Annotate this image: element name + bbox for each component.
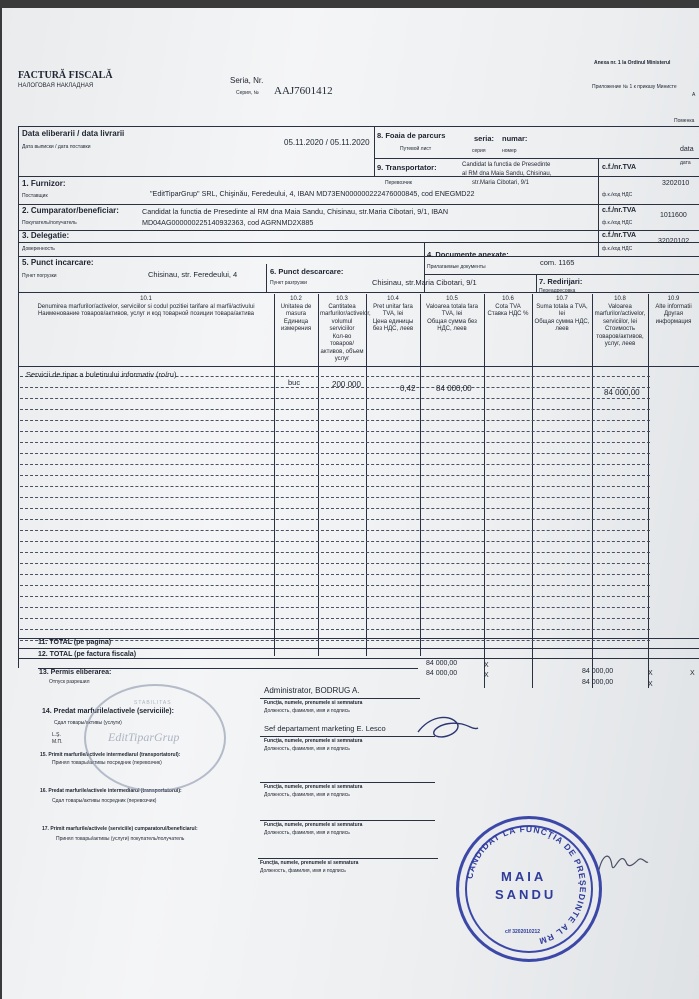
table-row-line [20, 585, 650, 586]
supplier-label-ru: Поставщик [22, 193, 48, 199]
delegate-fiscal-label: c.f./nr.TVA [602, 232, 637, 239]
table-row-line [20, 497, 650, 498]
attached-docs-value: com. 1165 [540, 258, 575, 267]
delivery-date-label-ru: Дата выписки / дата поставки [22, 144, 91, 150]
item-price: 0,42 [400, 384, 416, 393]
table-row-line [20, 464, 650, 465]
row17-label: 17. Primit marfurile/activele (serviciile) cumparatorul/beneficiarul: [42, 826, 198, 832]
supplier-label: 1. Furnizor: [22, 179, 66, 188]
delegate-fiscal-value: 32020102 [658, 238, 690, 245]
corner-note: Поменка [674, 118, 695, 124]
series-label: Seria, Nr. [230, 76, 264, 85]
column-title-ru: Общая сумма без НДС, леев [427, 318, 477, 332]
table-row-line [20, 475, 650, 476]
delivery-date: 05.11.2020 / 05.11.2020 [284, 138, 370, 147]
table-row-line [20, 486, 650, 487]
column-title: Cantitatea marfurilor/activelor, volumul serviciilor [320, 303, 371, 332]
sig-caption-ru-13: Должность, фамилия, имя и подпись [264, 708, 350, 714]
delegate-label: 3. Delegatie: [22, 231, 70, 240]
release-label-ru: Отпуск разрешил [49, 679, 90, 685]
column-title-ru: Цена единицы без НДС, леев [372, 318, 414, 332]
supplier-fiscal-value: 3202010 [662, 180, 690, 187]
transporter-label: 9. Transportator: [377, 163, 437, 172]
column-number: 10.6 [502, 296, 514, 302]
total-invoice-x: X [484, 672, 489, 679]
column-header-10-9 [650, 296, 697, 364]
invoice-title-ru: НАЛОГОВАЯ НАКЛАДНАЯ [18, 83, 94, 89]
column-title-ru: Ставка НДС % [487, 311, 529, 317]
delegate-label-ru: Доверенность [22, 246, 55, 252]
table-row-line [20, 530, 650, 531]
table-row-line [20, 431, 650, 432]
column-number: 10.3 [336, 296, 348, 302]
waybill-number-ru: номер [502, 148, 517, 154]
sig-caption-ru-16: Должность, фамилия, имя и подпись [264, 830, 350, 836]
supplier-stamp-sub: STABILITAS [134, 700, 172, 706]
column-number: 10.2 [290, 296, 302, 302]
series-label-ru: Серия, № [236, 90, 259, 96]
attached-docs-label-ru: Прилагаемые документы [427, 264, 486, 270]
buyer-signature [592, 844, 652, 880]
transporter-label-ru: Перевозчик [385, 180, 412, 186]
buyer-stamp-code: c/f 3202010212 [505, 929, 541, 935]
release-label: 13. Permis eliberarea: [39, 669, 112, 676]
supplier-value: "EditTiparGrup" SRL, Chişinău, Feredeului, 4, IBAN MD73EN000000222476000845, cod ENEGMD22 [150, 189, 475, 198]
column-header-10-3 [320, 296, 371, 364]
sig-caption-ru-17: Должность, фамилия, имя и подпись [260, 868, 346, 874]
column-title-ru: Наименование товаров/активов, услуг и код товарной позиции товара/актива [37, 311, 255, 317]
supplier-stamp [84, 684, 226, 792]
total-page-value: 84 000,00 [582, 668, 614, 675]
waybill-number: numar: [502, 134, 528, 143]
table-row-line [20, 541, 650, 542]
row15-label: 15. Primit marfurile/activele intermediarul (transportatorul): [40, 752, 181, 758]
unloading-value: Chisinau, str.Maria Cibotari, 9/1 [372, 278, 477, 287]
table-total-line [18, 638, 699, 639]
table-row-line [20, 607, 650, 608]
table-row-line [20, 640, 650, 641]
attached-docs-label: 4. Documente anexate: [427, 250, 509, 259]
waybill-series: seria: [474, 134, 495, 143]
buyer-value-line2: MD04AG000000225140932363, cod AGRNMD2X885 [142, 218, 314, 227]
row16-label: 16. Predat marfurile/activele intermediarul (transportatorul): [40, 788, 182, 794]
column-title: Valoarea totala fara TVA, lei [426, 303, 478, 317]
column-title-ru: Кол-во товаров/активов, объем услуг [320, 333, 364, 362]
item-quantity: 200 000 [332, 380, 361, 389]
transporter-line1: Candidat la functia de Presedinte [462, 162, 551, 168]
table-row-line [20, 563, 650, 564]
table-row-line [20, 618, 650, 619]
row16-label-ru: Сдал товары/активы посредник (перевозчик) [52, 798, 157, 804]
waybill-label: 8. Foaia de parcurs [377, 131, 446, 140]
column-header-10-6 [486, 296, 530, 364]
item-value-total: 84 000,00 [604, 388, 640, 397]
column-header-10-1 [20, 296, 272, 364]
handover-label-ru: Сдал товары/активы (услуги) [54, 720, 122, 726]
column-header-10-4 [368, 296, 418, 364]
buyer-stamp-name2: SANDU [495, 887, 557, 902]
total-page-label: 11. TOTAL (pe pagina) [38, 639, 112, 646]
column-number: 10.4 [387, 296, 399, 302]
total-invoice-x2: X [648, 681, 653, 688]
row17-label-ru: Принял товары/активы (услуги) покупатель/получатель [56, 836, 185, 842]
table-row-line [20, 574, 650, 575]
handover-ls: L.Ş. [52, 732, 61, 738]
table-total-line [18, 658, 699, 659]
column-title-ru: Общая сумма НДС, леев [534, 318, 590, 332]
delegate-fiscal-label-ru: ф.к./код НДС [602, 246, 633, 252]
column-number: 10.1 [140, 296, 152, 302]
sig-caption-ru-15: Должность, фамилия, имя и подпись [264, 792, 350, 798]
total-page-x: X [484, 662, 489, 669]
redirect-label-ru: Переадресовка [539, 288, 576, 294]
waybill-date-label-ru: дата [680, 160, 691, 166]
column-number: 10.8 [614, 296, 626, 302]
sig-caption-15: Funcţia, numele, prenumele si semnatura [264, 784, 363, 790]
table-row-line [20, 442, 650, 443]
column-number: 10.5 [446, 296, 458, 302]
transporter-line3: str.Maria Cibotari, 9/1 [472, 180, 530, 186]
item-name: Servicii de tipar a buletinului informativ (ro/ru) [26, 370, 177, 379]
table-row-line [20, 409, 650, 410]
handover-signature [412, 710, 482, 746]
column-title: Cota TVA [495, 303, 521, 310]
loading-label-ru: Пункт погрузки [22, 273, 57, 279]
series-number: AAJ7601412 [274, 85, 333, 97]
total-page-x3: X [690, 670, 695, 677]
transporter-line2: al RM dna Maia Sandu, Chisinau, [462, 171, 552, 177]
column-header-10-7 [534, 296, 590, 364]
waybill-label-ru: Путевой лист [400, 146, 432, 152]
table-row-line [20, 596, 650, 597]
loading-value: Chisinau, str. Feredeului, 4 [148, 270, 238, 279]
column-title: Unitatea de masura [280, 303, 312, 317]
table-row-line [20, 519, 650, 520]
row15-label-ru: Принял товары/активы посредник (перевозчик) [52, 760, 162, 766]
buyer-fiscal-label-ru: ф.к./код НДС [602, 220, 633, 226]
handover-value: Sef departament marketing E. Lesco [264, 724, 386, 733]
total-page-x2: X [648, 670, 653, 677]
column-title: Alte informatii [655, 303, 692, 310]
sig-caption-17: Funcţia, numele, prenumele si semnatura [260, 860, 359, 866]
buyer-fiscal-value: 1011600 [660, 212, 687, 219]
table-row-line [20, 552, 650, 553]
annex-note-ru: Приложение № 1 к приказу Министе [592, 84, 677, 90]
column-title-ru: Единица измерения [280, 318, 312, 332]
handover-label: 14. Predat marfurile/activele (serviciile): [42, 708, 174, 715]
column-header-10-8 [594, 296, 646, 364]
column-title-ru: Стоимость товаров/активов, услуг, леев [596, 326, 644, 347]
buyer-stamp-name1: MAIA [501, 869, 547, 884]
annex-note: Anexa nr. 1 la Ordinul Ministerul [594, 60, 671, 66]
annex-letter: A [692, 92, 696, 98]
unloading-label: 6. Punct descarcare: [270, 267, 344, 276]
redirect-label: 7. Redirijari: [539, 277, 583, 286]
item-unit: buc [288, 378, 301, 387]
sig-caption-14: Funcţia, numele, prenumele si semnatura [264, 738, 363, 744]
total-invoice-label: 12. TOTAL (pe factura fiscala) [38, 651, 137, 658]
release-value: Administrator, BODRUG A. [264, 686, 360, 695]
column-number: 10.7 [556, 296, 568, 302]
invoice-title: FACTURĂ FISCALĂ [18, 70, 113, 81]
supplier-fiscal-label: c.f./nr.TVA [602, 164, 637, 171]
sig-caption-16: Funcţia, numele, prenumele si semnatura [264, 822, 363, 828]
loading-label: 5. Punct incarcare: [22, 258, 94, 267]
table-row-line [20, 398, 650, 399]
invoice-sheet [2, 8, 699, 999]
table-total-line [18, 648, 699, 649]
column-title: Suma totala a TVA, lei [536, 303, 588, 317]
column-header-10-5 [422, 296, 482, 364]
item-total-no-vat: 84 000,00 [436, 384, 472, 393]
svg-text:CANDIDAT LA FUNCŢIA DE PREŞEDI: CANDIDAT LA FUNCŢIA DE PREŞEDINTE AL RM [464, 823, 589, 947]
waybill-series-ru: серия [472, 148, 486, 154]
total-page-sum: 84 000,00 [426, 660, 458, 667]
handover-mp: М.П. [52, 739, 63, 745]
buyer-stamp [456, 816, 602, 962]
column-title: Denumirea marfurilor/activelor, serviciilor si codul pozitiei tarifare al marfii/activului [37, 303, 255, 310]
column-title: Pret unitar fara TVA, lei [373, 303, 413, 317]
buyer-fiscal-label: c.f./nr.TVA [602, 207, 637, 214]
sig-caption-ru-14: Должность, фамилия, имя и подпись [264, 746, 350, 752]
total-invoice-sum: 84 000,00 [426, 670, 458, 677]
supplier-stamp-text: EditTiparGrup [108, 730, 180, 744]
column-number: 10.9 [667, 296, 680, 302]
table-row-line [20, 453, 650, 454]
buyer-value-line1: Candidat la functia de Presedinte al RM dna Maia Sandu, Chisinau, str.Maria Cibotari, 9/1, IBAN [142, 207, 449, 216]
supplier-fiscal-label-ru: ф.к./код НДС [602, 192, 633, 198]
table-row-line [20, 508, 650, 509]
sig-caption-13: Funcţia, numele, prenumele si semnatura [264, 700, 363, 706]
total-invoice-value: 84 000,00 [582, 679, 614, 686]
column-title-ru: Другая информация [655, 311, 692, 325]
table-row-line [20, 629, 650, 630]
unloading-label-ru: Пункт разгрузки [270, 280, 307, 286]
delivery-date-label: Data eliberarii / data livrarii [22, 129, 125, 138]
buyer-label: 2. Cumparator/beneficiar: [22, 206, 119, 215]
table-row-line [20, 420, 650, 421]
column-header-10-2 [276, 296, 316, 364]
column-title: Valoarea marfurilor/activelor, serviciilor, lei [594, 303, 646, 325]
buyer-label-ru: Покупатель/получатель [22, 220, 77, 226]
table-header-line [18, 366, 699, 367]
waybill-date-label: data [680, 146, 694, 153]
